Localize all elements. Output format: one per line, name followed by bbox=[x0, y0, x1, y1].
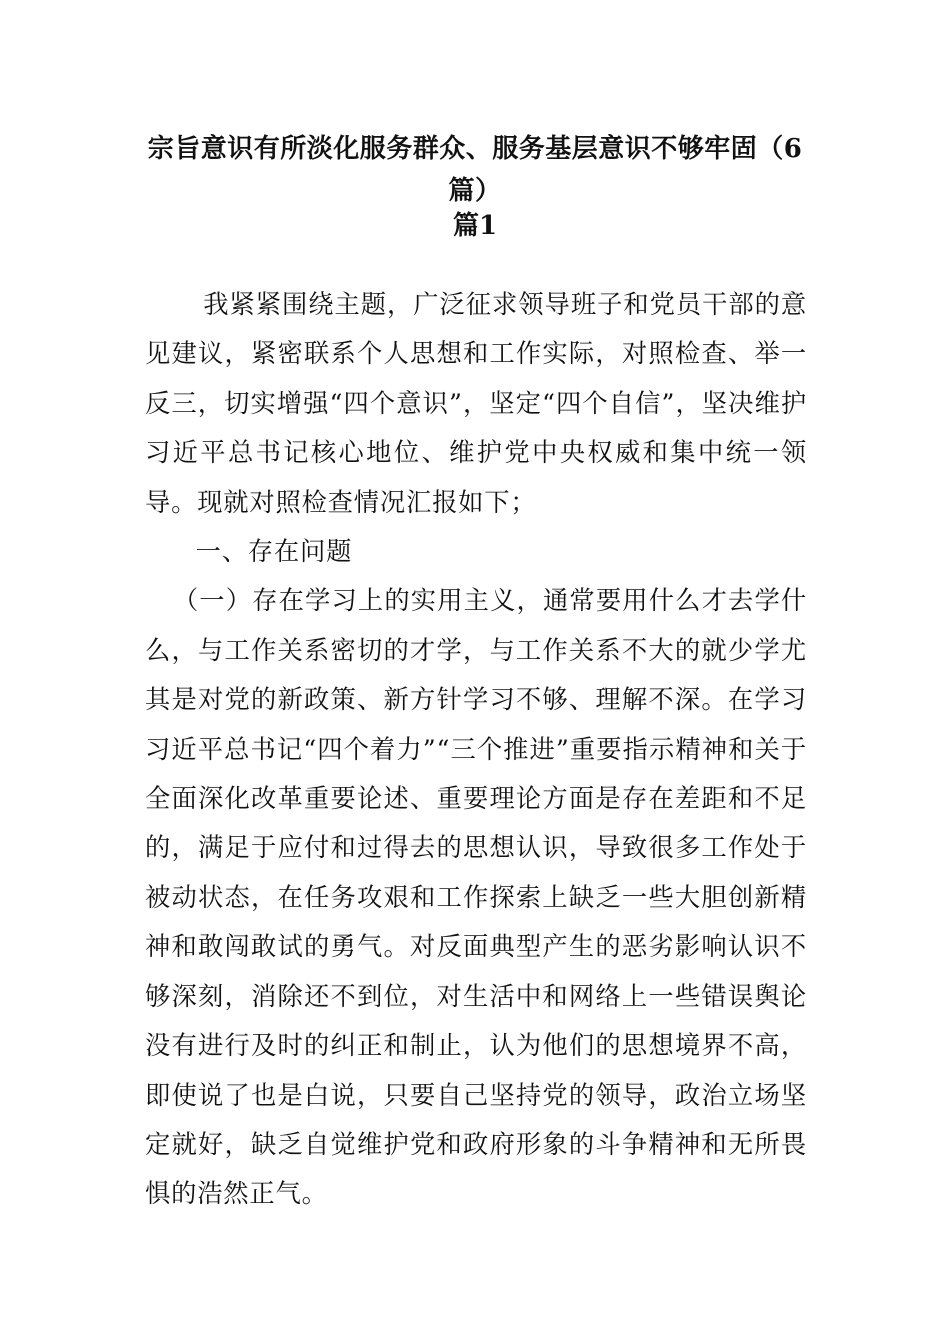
intro-paragraph: 我紧紧围绕主题，广泛征求领导班子和党员干部的意见建议，紧密联系个人思想和工作实际，对照检查、举一反三，切实增强“四个意识”，坚定“四个自信”，坚决维护习近平总书记核心地位、维护党中央权威和集中统一领导。现就对照检查情况汇报如下； bbox=[145, 290, 807, 517]
document-title: 宗旨意识有所淡化服务群众、服务基层意识不够牢固（6篇） bbox=[147, 134, 803, 206]
section-label: 篇1 bbox=[452, 211, 498, 241]
document-body bbox=[145, 280, 807, 1219]
problem-paragraph-1: （一）存在学习上的实用主义，通常要用什么才去学什么，与工作关系密切的才学，与工作关系不大的就少学尤其是对党的新政策、新方针学习不够、理解不深。在学习习近平总书记“四个着力”“三个推进”重要指示精神和关于全面深化改革重要论述、重要理论方面是存在差距和不足的，满足于应付和过得去的思想认识，导致很多工作处于被动状态，在任务攻艰和工作探索上缺乏一些大胆创新精神和敢闯敢试的勇气。对反面典型产生的恶劣影响认识不够深刻，消除还不到位，对生活中和网络上一些错误舆论没有进行及时的纠正和制止，认为他们的思想境界不高，即使说了也是白说，只要自己坚持党的领导，政治立场坚定就好，缺乏自觉维护党和政府形象的斗争精神和无所畏惧的浩然正气。 bbox=[145, 586, 807, 1209]
section-heading-problems: 一、存在问题 bbox=[195, 537, 353, 567]
